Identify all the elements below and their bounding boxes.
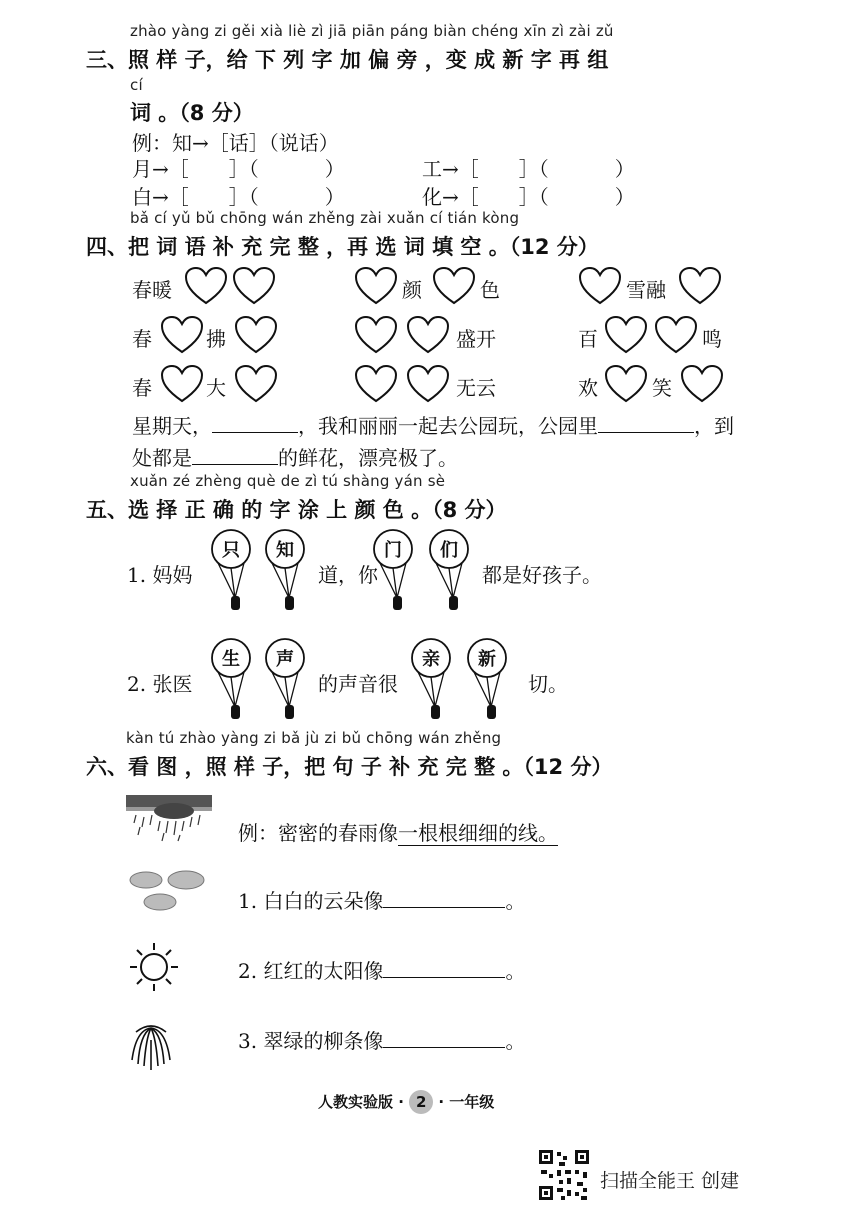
s6-q2: 2. 红红的太阳像 。 xyxy=(238,959,526,983)
answer-blank[interactable] xyxy=(383,1029,505,1048)
balloon-choice[interactable] xyxy=(210,528,252,628)
s3-ci: 词 。（8 分） xyxy=(130,101,254,125)
balloon-choice[interactable] xyxy=(410,637,452,737)
answer-blank[interactable] xyxy=(383,889,505,908)
heart-blank[interactable] xyxy=(184,266,228,306)
s4-r3-w3: 无云 xyxy=(456,376,496,400)
balloon-char: 门 xyxy=(384,540,402,561)
scanner-watermark: 扫描全能王 创建 xyxy=(600,1170,740,1192)
s3-title: 三、照 样 子，给 下 列 字 加 偏 旁 ，变 成 新 字 再 组 xyxy=(86,48,609,72)
s3-ci-pinyin: cí xyxy=(130,76,143,94)
s4-r1-w1: 春暖 xyxy=(132,278,172,302)
s5-q1-mid: 道，你 xyxy=(318,563,378,587)
s4-r3-w2: 大 xyxy=(206,376,226,400)
s4-r3-w4: 欢 xyxy=(578,376,598,400)
heart-blank[interactable] xyxy=(678,266,722,306)
balloon-choice[interactable] xyxy=(210,637,252,737)
s6-pinyin: kàn tú zhào yàng zi bǎ jù zi bǔ chōng wán zhěng xyxy=(126,729,502,747)
s4-r2-w2: 拂 xyxy=(206,327,226,351)
s4-r2-w5: 鸣 xyxy=(702,327,722,351)
balloon-choice[interactable] xyxy=(264,528,306,628)
s4-r1-w4: 雪融 xyxy=(626,278,666,302)
willow-tree-icon xyxy=(126,1020,176,1072)
answer-blank[interactable] xyxy=(192,446,278,465)
s5-title: 五、选 择 正 确 的 字 涂 上 颜 色 。（8 分） xyxy=(86,498,507,522)
s4-r1-w2: 颜 xyxy=(402,278,422,302)
answer-blank[interactable] xyxy=(212,414,298,433)
qr-code-icon xyxy=(537,1148,591,1202)
balloon-choice[interactable] xyxy=(466,637,508,737)
s5-q1-suffix: 都是好孩子。 xyxy=(482,563,602,587)
s5-pinyin: xuǎn zé zhèng què de zì tú shàng yán sè xyxy=(130,472,446,490)
balloon-char: 亲 xyxy=(422,649,440,670)
s6-example: 例：密密的春雨像一根根细细的线。 xyxy=(238,821,558,845)
example-answer: 一根根细细的线。 xyxy=(398,821,558,845)
s4-r1-w3: 色 xyxy=(480,278,500,302)
rain-cloud-icon xyxy=(126,795,212,843)
s5-q2-suffix: 切。 xyxy=(528,672,568,696)
balloon-char: 生 xyxy=(222,649,240,670)
heart-blank[interactable] xyxy=(406,364,450,404)
balloon-char: 只 xyxy=(222,540,240,561)
s4-title: 四、把 词 语 补 充 完 整 ，再 选 词 填 空 。（12 分） xyxy=(86,235,599,259)
s6-title: 六、看 图 ，照 样 子，把 句 子 补 充 完 整 。（12 分） xyxy=(86,755,613,779)
s5-q2-mid: 的声音很 xyxy=(318,672,398,696)
heart-blank[interactable] xyxy=(234,364,278,404)
s4-r2-w1: 春 xyxy=(132,327,152,351)
heart-blank[interactable] xyxy=(432,266,476,306)
s3-item-4: 化→［ ］（ ） xyxy=(422,185,635,209)
s5-q2-prefix: 2. 张医 xyxy=(127,672,193,696)
balloon-choice[interactable] xyxy=(428,528,470,628)
heart-blank[interactable] xyxy=(232,266,276,306)
s4-r2-w3: 盛开 xyxy=(456,327,496,351)
s4-pinyin: bǎ cí yǔ bǔ chōng wán zhěng zài xuǎn cí tián kòng xyxy=(130,209,520,227)
s3-example: 例：知→［话］（说话） xyxy=(132,131,339,155)
heart-blank[interactable] xyxy=(160,315,204,355)
s3-item-3: 白→［ ］（ ） xyxy=(132,185,345,209)
heart-blank[interactable] xyxy=(234,315,278,355)
balloon-char: 声 xyxy=(276,649,294,670)
balloon-choice[interactable] xyxy=(264,637,306,737)
s3-item-1: 月→［ ］（ ） xyxy=(132,157,345,181)
heart-blank[interactable] xyxy=(604,364,648,404)
heart-blank[interactable] xyxy=(354,364,398,404)
balloon-char: 知 xyxy=(276,540,294,561)
clouds-icon xyxy=(128,868,208,914)
heart-blank[interactable] xyxy=(578,266,622,306)
balloon-choice[interactable] xyxy=(372,528,414,628)
heart-blank[interactable] xyxy=(604,315,648,355)
heart-blank[interactable] xyxy=(160,364,204,404)
s5-q1-prefix: 1. 妈妈 xyxy=(127,563,193,587)
balloon-char: 新 xyxy=(478,649,496,670)
s4-r2-w4: 百 xyxy=(578,327,598,351)
page-footer: 人教实验版 · 2 · 一年级 xyxy=(318,1090,494,1114)
s6-q3: 3. 翠绿的柳条像 。 xyxy=(238,1029,526,1053)
s4-r3-w1: 春 xyxy=(132,376,152,400)
s3-item-2: 工→［ ］（ ） xyxy=(422,157,635,181)
sun-icon xyxy=(128,941,180,993)
page-number: 2 xyxy=(409,1090,433,1114)
balloon-char: 们 xyxy=(440,540,458,561)
s4-sentence-2: 处都是 的鲜花，漂亮极了。 xyxy=(132,446,458,470)
s3-pinyin: zhào yàng zi gěi xià liè zì jiā piān páng biàn chéng xīn zì zài zǔ xyxy=(130,22,614,40)
s4-sentence-1: 星期天， ，我和丽丽一起去公园玩，公园里 ，到 xyxy=(132,414,734,438)
heart-blank[interactable] xyxy=(680,364,724,404)
answer-blank[interactable] xyxy=(598,414,694,433)
s4-r3-w5: 笑 xyxy=(652,376,672,400)
heart-blank[interactable] xyxy=(654,315,698,355)
heart-blank[interactable] xyxy=(354,266,398,306)
s6-q1: 1. 白白的云朵像 。 xyxy=(238,889,526,913)
answer-blank[interactable] xyxy=(383,959,505,978)
heart-blank[interactable] xyxy=(354,315,398,355)
heart-blank[interactable] xyxy=(406,315,450,355)
